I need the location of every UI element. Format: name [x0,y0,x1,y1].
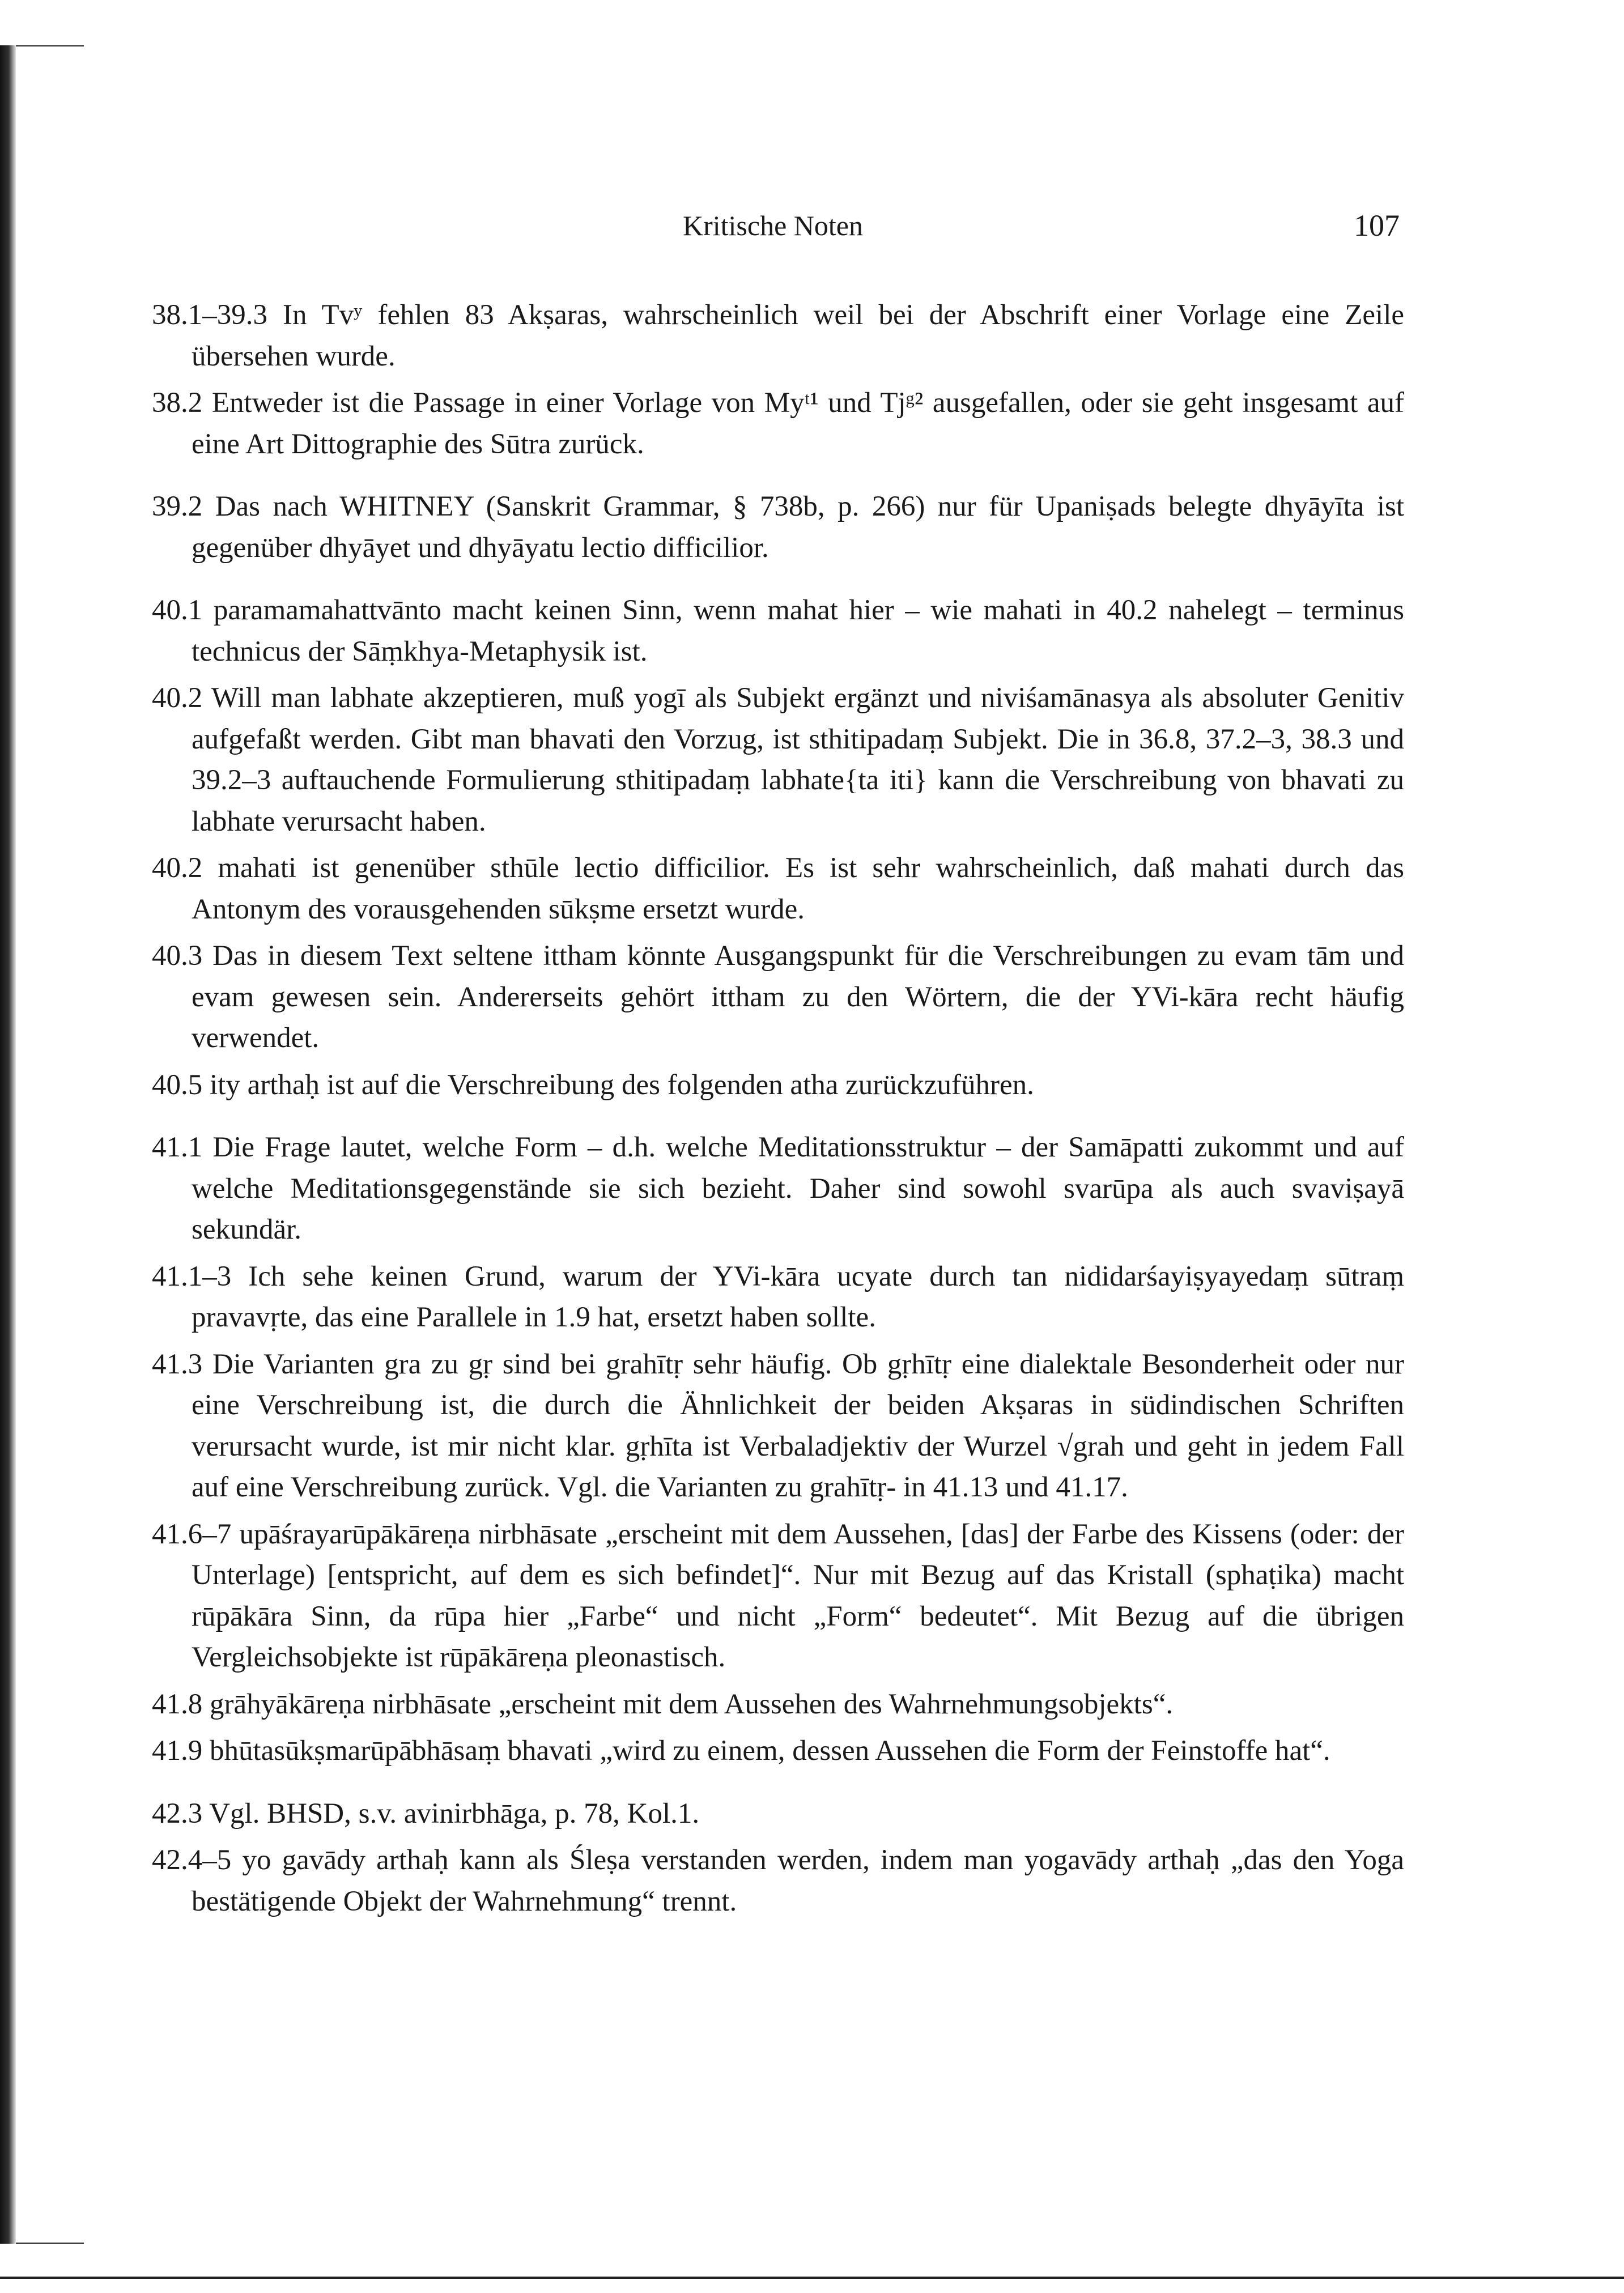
note-ref: 41.3 [152,1348,203,1380]
note-text: Die Varianten gra zu gṛ sind bei grahītṛ sehr häufig. Ob gṛhītṛ eine dialektale Besonderheit oder nur eine Verschreibung ist, die durch die Ähnlichkeit der beiden Akṣaras in südindischen Schriften verursacht wurde, ist mir nicht klar. gṛhīta ist Verbaladjektiv der Wurzel √grah und geht in jedem Fall auf eine Verschreibung zurück. Vgl. die Varianten zu grahītṛ- in 41.13 und 41.17. [192,1348,1405,1503]
note-text: Das nach WHITNEY (Sanskrit Grammar, § 738b, p. 266) nur für Upaniṣads belegte dhyāyīta ist gegenüber dhyāyet und dhyāyatu lectio difficilior. [192,491,1405,564]
note-text: Die Frage lautet, welche Form – d.h. welche Meditationsstruktur – der Samāpatti zukommt und auf welche Meditationsgegenstände sie sich bezieht. Daher sind sowohl svarūpa als auch svaviṣayā sekundär. [192,1131,1404,1245]
note-text: upāśrayarūpākāreṇa nirbhāsate „erscheint mit dem Aussehen, [das] der Farbe des Kissens (oder: der Unterlage) [entspricht, auf dem es sich befindet]“. Nur mit Bezug auf das Kristall (sphaṭika) macht rūpākāra Sinn, da rūpa hier „Farbe“ und nicht „Form“ bedeutet“. Mit Bezug auf die übrigen Vergleichsobjekte ist rūpākāreṇa pleonastisch. [192,1518,1405,1673]
note-ref: 40.2 [152,682,203,714]
note-39-2 [152,486,1404,568]
note-text: bhūtasūkṣmarūpābhāsaṃ bhavati „wird zu einem, dessen Aussehen die Form der Feinstoffe hat“. [210,1735,1330,1767]
note-38-2 [152,382,1404,465]
note-text: Will man labhate akzeptieren, muß yogī als Subjekt ergänzt und niviśamānasya als absoluter Genitiv aufgefaßt werden. Gibt man bhavati den Vorzug, ist sthitipadaṃ Subjekt. Die in 36.8, 37.2–3, 38.3 und 39.2–3 auftauchende Formulierung sthitipadaṃ labhate{ta iti} kann die Verschreibung von bhavati zu labhate verursacht haben. [192,682,1404,837]
note-text: Das in diesem Text seltene ittham könnte Ausgangspunkt für die Verschreibungen zu evam tām und evam gewesen sein. Andererseits gehört ittham zu den Wörtern, die der YVi-kāra recht häufig verwendet. [192,940,1405,1054]
note-ref: 41.1 [152,1131,203,1163]
note-41-1-3 [152,1256,1404,1338]
note-41-3 [152,1344,1404,1508]
note-ref: 41.6–7 [152,1518,232,1550]
note-ref: 41.1–3 [152,1260,232,1292]
note-text: Ich sehe keinen Grund, warum der YVi-kāra ucyate durch tan nididarśayiṣyayedaṃ sūtraṃ pravavṛte, das eine Parallele in 1.9 hat, ersetzt haben sollte. [192,1260,1404,1333]
note-ref: 40.3 [152,940,203,972]
note-41-9 [152,1730,1404,1772]
note-ref: 40.2 [152,852,203,884]
note-42-3 [152,1793,1404,1835]
note-41-6-7 [152,1514,1404,1678]
bottom-scan-rule [0,2277,1624,2279]
note-ref: 38.1–39.3 [152,299,267,331]
note-text: mahati ist genenüber sthūle lectio difficilior. Es ist sehr wahrscheinlich, daß mahati durch das Antonym des vorausgehenden sūkṣme ersetzt wurde. [192,852,1404,925]
note-ref: 41.8 [152,1688,203,1720]
running-head: Kritische Noten [683,210,863,241]
note-41-8 [152,1684,1404,1725]
note-text: grāhyākāreṇa nirbhāsate „erscheint mit dem Aussehen des Wahrnehmungsobjekts“. [210,1688,1174,1720]
note-text: Entweder ist die Passage in einer Vorlage von Myᵗ¹ und Tjᵍ² ausgefallen, oder sie geht insgesamt auf eine Art Dittographie des Sūtra zurück. [192,387,1405,460]
note-40-3 [152,935,1404,1059]
note-ref: 40.5 [152,1069,203,1101]
note-ref: 42.3 [152,1797,203,1830]
critical-notes [152,295,1404,1928]
note-text: In Tvʸ fehlen 83 Akṣaras, wahrscheinlich weil bei der Abschrift einer Vorlage eine Zeile übersehen wurde. [192,299,1405,372]
note-text: Vgl. BHSD, s.v. avinirbhāga, p. 78, Kol.1. [209,1797,700,1830]
note-41-1 [152,1127,1404,1250]
note-ref: 41.9 [152,1735,203,1767]
note-ref: 42.4–5 [152,1844,232,1876]
note-ref: 38.2 [152,387,203,419]
note-40-5 [152,1065,1404,1106]
note-ref: 39.2 [152,491,203,522]
note-40-1 [152,590,1404,672]
page-number: 107 [1354,209,1400,243]
note-text: yo gavādy arthaḥ kann als Śleṣa verstanden werden, indem man yogavādy arthaḥ „das den Yoga bestätigende Objekt der Wahrnehmung“ trennt. [192,1844,1405,1917]
note-38-1 [152,295,1404,377]
note-text: paramamahattvānto macht keinen Sinn, wenn mahat hier – wie mahati in 40.2 nahelegt – terminus technicus der Sāṃkhya-Metaphysik ist. [192,594,1404,667]
note-text: ity arthaḥ ist auf die Verschreibung des folgenden atha zurückzuführen. [210,1069,1034,1101]
note-40-2a [152,678,1404,842]
note-40-2b [152,848,1404,930]
binding-edge [0,45,16,2244]
note-ref: 40.1 [152,594,203,626]
note-42-4-5 [152,1840,1404,1922]
